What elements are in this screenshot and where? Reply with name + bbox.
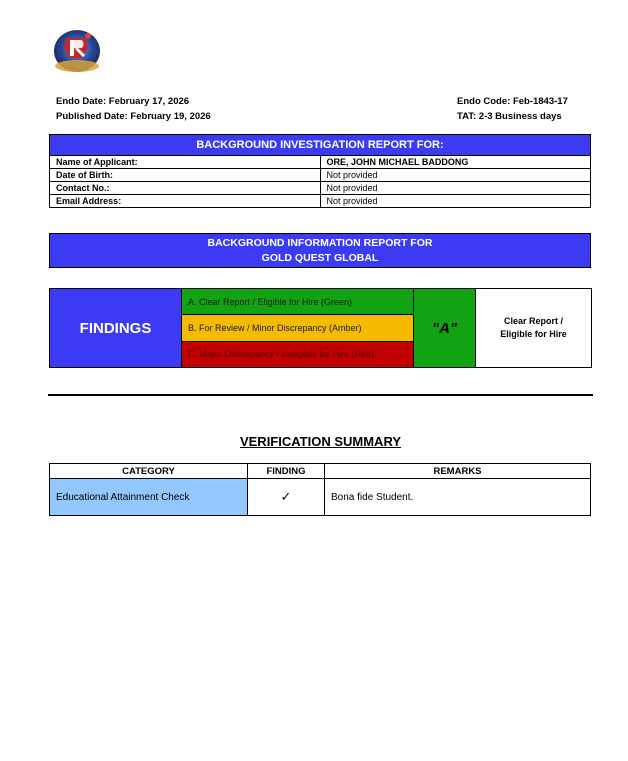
findings-panel — [49, 288, 592, 368]
remarks-cell: Bona fide Student. — [325, 479, 591, 516]
finding-check-icon: ✓ — [248, 479, 325, 516]
findings-result-line1: Clear Report / — [503, 316, 563, 326]
table-row — [50, 195, 591, 208]
finding-option-red: C. Major Discrepancy / Ineligible for Hire (Red) — [182, 341, 413, 367]
date-of-birth-value: Not provided — [320, 169, 591, 182]
endo-code: Endo Code: Feb-1843-17 — [457, 96, 568, 107]
table-row — [50, 182, 591, 195]
column-header-remarks: REMARKS — [325, 464, 591, 479]
column-header-category: CATEGORY — [50, 464, 248, 479]
email-address-label: Email Address: — [50, 195, 321, 208]
section-divider — [48, 394, 593, 396]
findings-options — [182, 289, 414, 367]
header-meta-right — [457, 94, 568, 124]
applicant-name-value: ORE, JOHN MICHAEL BADDONG — [320, 156, 591, 169]
turnaround-time: TAT: 2-3 Business days — [457, 111, 562, 122]
background-investigation-title: BACKGROUND INVESTIGATION REPORT FOR: — [50, 135, 591, 156]
finding-option-green: A. Clear Report / Eligible for Hire (Green) — [182, 289, 413, 314]
column-header-finding: FINDING — [248, 464, 325, 479]
background-information-banner — [49, 233, 591, 268]
applicant-name-label: Name of Applicant: — [50, 156, 321, 169]
findings-label: FINDINGS — [50, 289, 182, 367]
date-of-birth-label: Date of Birth: — [50, 169, 321, 182]
email-address-value: Not provided — [320, 195, 591, 208]
findings-grade: "A" — [414, 289, 476, 367]
table-row — [50, 479, 591, 516]
contact-no-value: Not provided — [320, 182, 591, 195]
table-header-row — [50, 464, 591, 479]
info-report-line2: GOLD QUEST GLOBAL — [261, 251, 379, 264]
category-cell: Educational Attainment Check — [50, 479, 248, 516]
verification-summary-title: VERIFICATION SUMMARY — [239, 434, 402, 449]
finding-option-amber: B. For Review / Minor Discrepancy (Amber) — [182, 314, 413, 340]
contact-no-label: Contact No.: — [50, 182, 321, 195]
findings-result — [476, 289, 591, 367]
published-date: Published Date: February 19, 2026 — [56, 111, 211, 122]
background-investigation-table — [49, 134, 591, 208]
verification-summary-table — [49, 463, 591, 516]
company-logo-icon — [52, 26, 102, 74]
table-row — [50, 169, 591, 182]
header-meta-left — [56, 94, 211, 124]
info-report-line1: BACKGROUND INFORMATION REPORT FOR — [207, 236, 433, 249]
findings-result-line2: Eligible for Hire — [500, 329, 567, 339]
table-row — [50, 156, 591, 169]
endo-date: Endo Date: February 17, 2026 — [56, 96, 190, 107]
